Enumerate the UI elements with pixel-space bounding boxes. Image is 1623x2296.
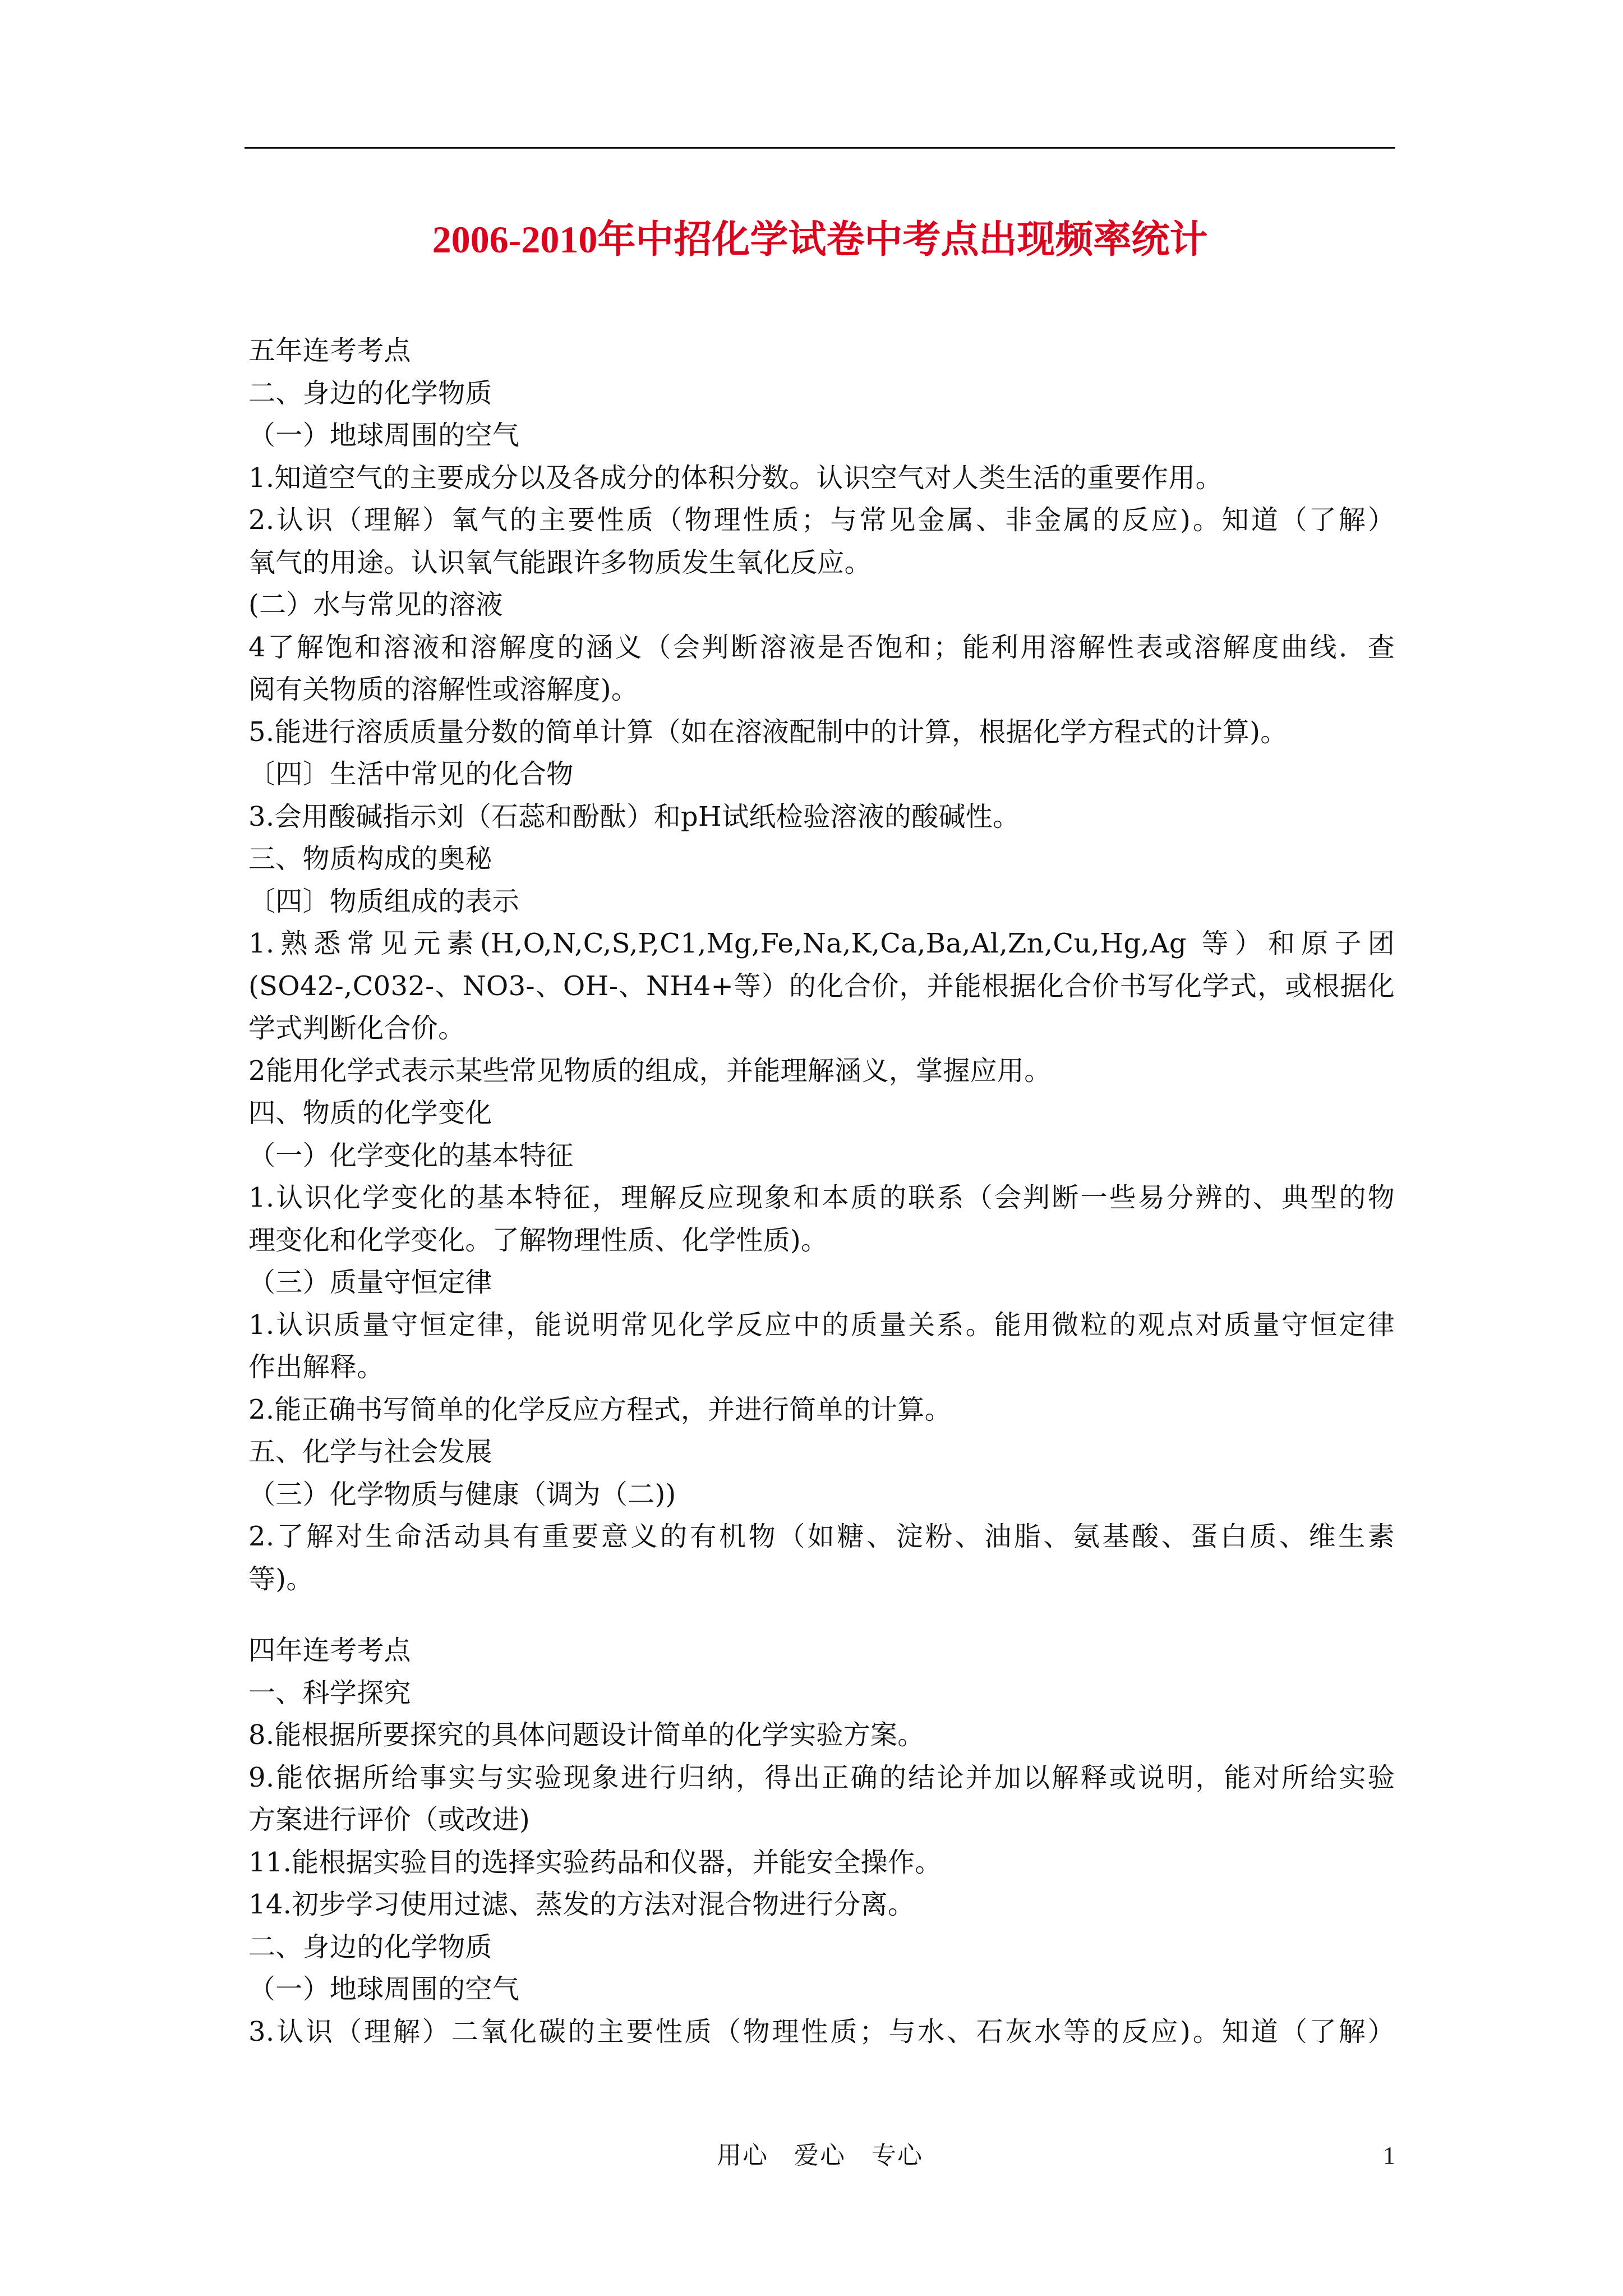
footer-slogan: 用心 爱心 专心 xyxy=(717,2141,923,2170)
text-line: 1.知道空气的主要成分以及各成分的体积分数。认识空气对人类生活的重要作用。 xyxy=(248,462,1223,494)
page-footer xyxy=(245,2136,1395,2175)
document-body xyxy=(248,330,1395,2053)
text-line: （一）化学变化的基本特征 xyxy=(248,1139,574,1171)
text-line: 作出解释。 xyxy=(248,1351,384,1383)
text-line: 〔四〕物质组成的表示 xyxy=(248,885,520,917)
text-line: 2.认识（理解）氧气的主要性质（物理性质；与常见金属、非金属的反应)。知道（了解） xyxy=(248,504,1395,536)
text-line: （一）地球周围的空气 xyxy=(248,420,520,451)
text-line: 1.认识质量守恒定律，能说明常见化学反应中的质量关系。能用微粒的观点对质量守恒定律 xyxy=(248,1309,1395,1341)
text-line: 2.能正确书写简单的化学反应方程式，并进行简单的计算。 xyxy=(248,1393,952,1425)
page-number: 1 xyxy=(1383,2142,1395,2169)
text-line: 理变化和化学变化。了解物理性质、化学性质)。 xyxy=(248,1224,828,1256)
text-line: 5.能进行溶质质量分数的简单计算（如在溶液配制中的计算，根据化学方程式的计算)。 xyxy=(248,716,1288,748)
text-line: 三、物质构成的奥秘 xyxy=(248,843,492,875)
text-line: 五年连考考点 xyxy=(248,335,411,366)
text-line: (二）水与常见的溶液 xyxy=(248,589,503,620)
text-line: 1.熟悉常见元素(H,O,N,C,S,P,C1,Mg,Fe,Na,K,Ca,Ba,Al,Zn,Cu,Hg,Ag 等）和原子团 xyxy=(248,928,1395,959)
text-line: 1.认识化学变化的基本特征，理解反应现象和本质的联系（会判断一些易分辨的、典型的物 xyxy=(248,1182,1395,1213)
text-line: 阅有关物质的溶解性或溶解度)。 xyxy=(248,674,639,705)
text-line: 氧气的用途。认识氧气能跟许多物质发生氧化反应。 xyxy=(248,546,872,578)
text-line: （一）地球周围的空气 xyxy=(248,1973,520,2005)
text-line: 四、物质的化学变化 xyxy=(248,1097,492,1129)
text-line: 等)。 xyxy=(248,1563,313,1595)
header-rule xyxy=(245,147,1395,149)
text-line: 五、化学与社会发展 xyxy=(248,1436,492,1467)
text-line: 8.能根据所要探究的具体问题设计简单的化学实验方案。 xyxy=(248,1719,925,1751)
text-line: 方案进行评价（或改进) xyxy=(248,1804,531,1835)
text-line: 〔四〕生活中常见的化合物 xyxy=(248,758,574,790)
text-line: 3.认识（理解）二氧化碳的主要性质（物理性质；与水、石灰水等的反应)。知道（了解） xyxy=(248,2016,1395,2047)
text-line: （三）质量守恒定律 xyxy=(248,1267,492,1298)
text-line: 四年连考考点 xyxy=(248,1635,411,1666)
text-line: 9.能依据所给事实与实验现象进行归纳，得出正确的结论并加以解释或说明，能对所给实验 xyxy=(248,1761,1395,1793)
text-line: 二、身边的化学物质 xyxy=(248,377,492,409)
text-line: 11.能根据实验目的选择实验药品和仪器，并能安全操作。 xyxy=(248,1846,942,1878)
text-line: 14.初步学习使用过滤、蒸发的方法对混合物进行分离。 xyxy=(248,1889,915,1920)
text-line: 学式判断化合价。 xyxy=(248,1013,465,1044)
document-title: 2006-2010年中招化学试卷中考点出现频率统计 xyxy=(432,218,1208,261)
text-line: 4了解饱和溶液和溶解度的涵义（会判断溶液是否饱和；能利用溶解性表或溶解度曲线．查 xyxy=(248,631,1395,663)
text-line: 2能用化学式表示某些常见物质的组成，并能理解涵义，掌握应用。 xyxy=(248,1055,1052,1087)
text-line: 3.会用酸碱指示刘（石蕊和酚酞）和pH试纸检验溶液的酸碱性。 xyxy=(248,800,1020,832)
text-line: (SO42-,C032-、NO3-、OH-、NH4+等）的化合价，并能根据化合价书写化学式，或根据化 xyxy=(248,970,1395,1002)
text-line: 二、身边的化学物质 xyxy=(248,1931,492,1963)
paragraph-gap xyxy=(248,1600,1395,1630)
text-line: （三）化学物质与健康（调为（二)) xyxy=(248,1478,676,1510)
text-line: 一、科学探究 xyxy=(248,1677,411,1709)
text-line: 2.了解对生命活动具有重要意义的有机物（如糖、淀粉、油脂、氨基酸、蛋白质、维生素 xyxy=(248,1521,1395,1552)
